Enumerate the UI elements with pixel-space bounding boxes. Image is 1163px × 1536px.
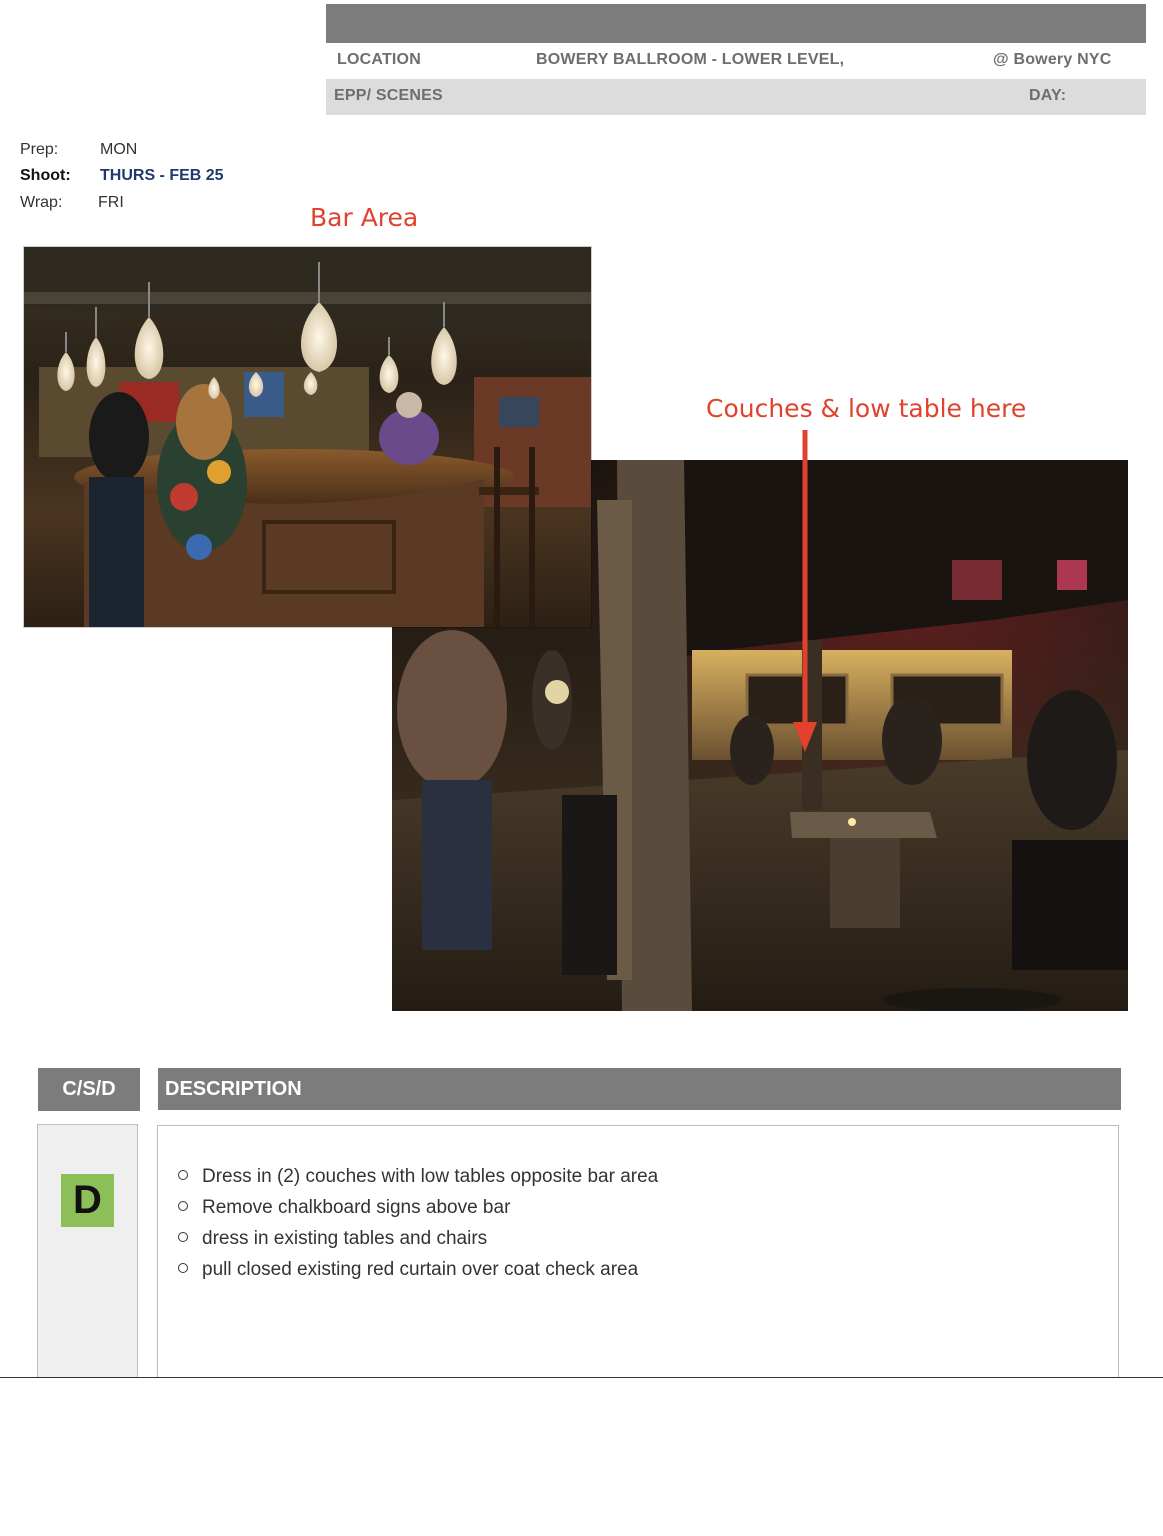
shoot-value: THURS - FEB 25	[100, 167, 224, 184]
scenes-row	[326, 79, 1146, 115]
day-label: DAY:	[1029, 87, 1067, 104]
csd-cell	[37, 1124, 138, 1377]
bar-area-annotation: Bar Area	[310, 203, 419, 232]
bullet-icon	[178, 1232, 188, 1242]
list-item	[178, 1195, 658, 1226]
page-divider	[0, 1377, 1163, 1378]
description-list	[178, 1164, 658, 1288]
csd-column-header: C/S/D	[38, 1068, 140, 1111]
shoot-label: Shoot:	[20, 167, 71, 184]
list-item	[178, 1257, 658, 1288]
bullet-icon	[178, 1201, 188, 1211]
csd-badge: D	[61, 1174, 114, 1227]
arrow-down-icon	[790, 428, 820, 754]
scenes-label: EPP/ SCENES	[334, 87, 443, 104]
list-item	[178, 1164, 658, 1195]
location-venue: @ Bowery NYC	[993, 51, 1112, 68]
location-value: BOWERY BALLROOM - LOWER LEVEL,	[536, 51, 845, 68]
description-column-header: DESCRIPTION	[158, 1068, 1121, 1110]
prep-label: Prep:	[20, 141, 59, 158]
wrap-value: FRI	[98, 194, 124, 211]
bullet-icon	[178, 1263, 188, 1273]
wrap-label: Wrap:	[20, 194, 63, 211]
list-item	[178, 1226, 658, 1257]
couches-annotation: Couches & low table here	[706, 394, 1027, 423]
list-item-text: dress in existing tables and chairs	[202, 1228, 488, 1249]
header-bar	[326, 4, 1146, 43]
list-item-text: Remove chalkboard signs above bar	[202, 1197, 511, 1218]
list-item-text: Dress in (2) couches with low tables opposite bar area	[202, 1166, 659, 1187]
bullet-icon	[178, 1170, 188, 1180]
prep-value: MON	[100, 141, 138, 158]
list-item-text: pull closed existing red curtain over coat check area	[202, 1259, 639, 1280]
location-label: LOCATION	[337, 51, 421, 68]
bar-photo-illustration	[24, 247, 591, 627]
bar-area-photo	[24, 247, 591, 627]
